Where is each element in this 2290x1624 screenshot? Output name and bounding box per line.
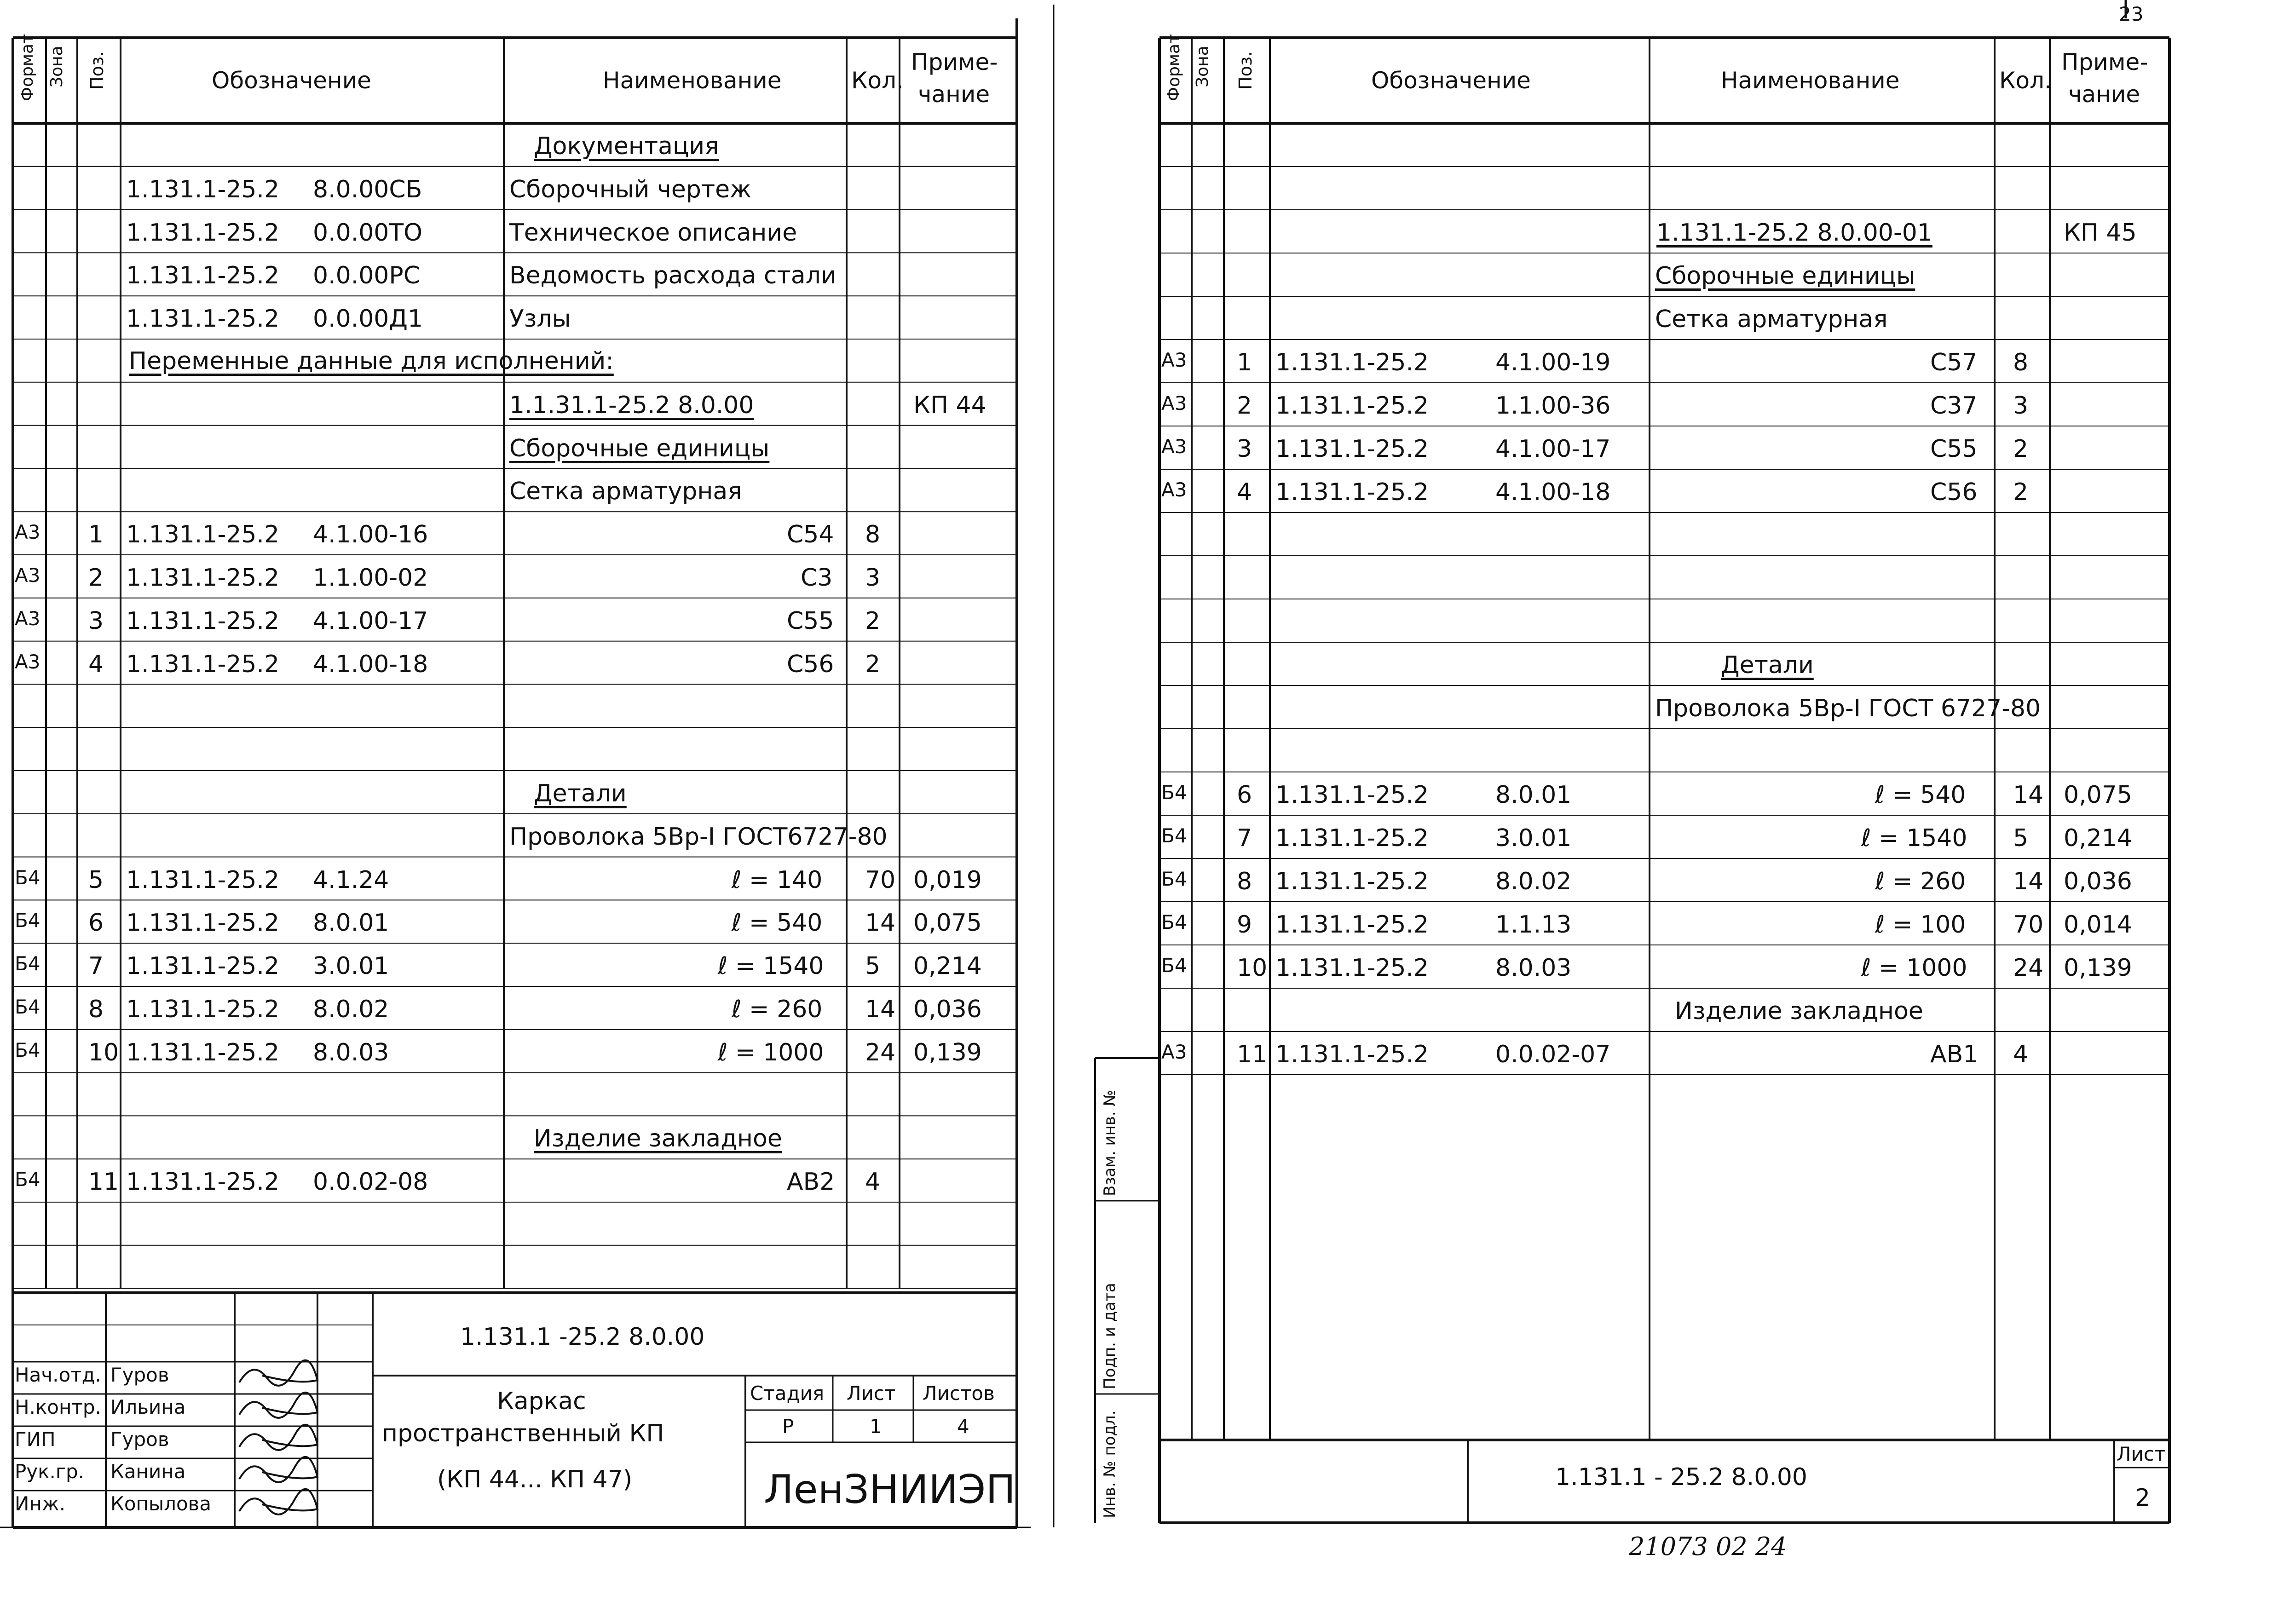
left-row-format: Б4: [15, 1168, 40, 1191]
side-label-sign-date: Подп. и дата: [1101, 1283, 1119, 1389]
right-sheet-number: 2: [2135, 1484, 2151, 1512]
right-row-pos: 10: [1237, 954, 1268, 982]
title-block-name: Копылова: [110, 1492, 212, 1515]
left-row-name: Проволока 5Вр-I ГОСТ6727-80: [509, 823, 888, 851]
left-row-name: Сборочный чертеж: [509, 175, 751, 203]
header-format: Формат: [1165, 34, 1183, 101]
signature-scribble: [239, 1457, 317, 1482]
left-row-format: А3: [15, 607, 40, 630]
left-row-designation-suffix: 0.0.02-08: [313, 1168, 428, 1196]
left-row-designation-suffix: 4.1.00-17: [313, 607, 428, 635]
right-row-pos: 2: [1237, 392, 1252, 420]
left-row-name: Ведомость расхода стали: [509, 262, 836, 290]
left-row-pos: 4: [88, 650, 104, 678]
left-row-pos: 7: [88, 952, 104, 980]
left-row-qty: 5: [865, 952, 881, 980]
right-row-pos: 11: [1237, 1041, 1268, 1068]
right-row-pos: 4: [1237, 478, 1252, 506]
title-block-role: Рук.гр.: [15, 1460, 84, 1483]
right-row-name: Изделие закладное: [1675, 997, 1923, 1025]
page-number: 23: [2119, 3, 2144, 25]
title-block-sheets-label: Листов: [923, 1382, 995, 1405]
title-block-name: Ильина: [110, 1396, 186, 1418]
right-row-name: С55: [1930, 435, 1978, 463]
left-row-name: Детали: [534, 780, 627, 807]
right-row-designation-suffix: 8.0.02: [1495, 868, 1572, 895]
left-row-pos: 1: [88, 521, 104, 549]
left-row-designation: 1.131.1-25.2: [126, 909, 280, 937]
right-row-note: КП 45: [2064, 219, 2137, 247]
header-name: Наименование: [1721, 67, 1900, 94]
right-row-designation-suffix: 4.1.00-19: [1495, 349, 1611, 376]
left-row-note: КП 44: [913, 391, 986, 419]
variable-data-heading: Переменные данные для исполнений:: [129, 347, 614, 375]
left-row-name: ℓ = 1540: [718, 952, 824, 980]
right-row-designation-suffix: 1.1.13: [1495, 911, 1572, 939]
left-row-designation-suffix: 4.1.00-18: [313, 650, 428, 678]
right-row-name: ℓ = 1540: [1861, 824, 1967, 852]
left-row-name: Изделие закладное: [534, 1125, 782, 1153]
title-block-role: ГИП: [15, 1428, 56, 1451]
right-row-qty: 4: [2013, 1041, 2029, 1068]
left-row-designation: 1.131.1-25.2: [126, 219, 280, 247]
left-row-name: 1.1.31.1-25.2 8.0.00: [509, 391, 754, 419]
left-row-designation-suffix: 0.0.00РС: [313, 262, 421, 290]
left-row-name: АВ2: [787, 1168, 835, 1196]
right-row-name: С56: [1930, 478, 1978, 506]
right-row-name: С57: [1930, 349, 1978, 376]
right-row-qty: 70: [2013, 911, 2044, 939]
right-row-designation: 1.131.1-25.2: [1275, 911, 1429, 939]
left-row-pos: 10: [88, 1038, 119, 1066]
left-row-qty: 4: [865, 1168, 881, 1196]
left-row-name: Техническое описание: [509, 219, 797, 247]
footer-number: 21073 02 24: [1629, 1532, 1787, 1561]
left-row-designation-suffix: 8.0.03: [313, 1038, 389, 1066]
left-row-name: Узлы: [509, 305, 571, 333]
right-row-pos: 8: [1237, 868, 1252, 895]
title-block-sheets: 4: [957, 1415, 969, 1438]
title-block-title-3: (КП 44... КП 47): [437, 1466, 633, 1493]
left-row-note: 0,075: [913, 909, 982, 937]
left-row-qty: 3: [865, 564, 881, 592]
left-row-note: 0,139: [913, 1038, 982, 1066]
title-block-role: Нач.отд.: [15, 1364, 102, 1386]
left-row-name: С56: [787, 650, 834, 678]
right-row-name: ℓ = 1000: [1861, 954, 1967, 982]
left-row-note: 0,019: [913, 866, 982, 894]
left-row-designation: 1.131.1-25.2: [126, 650, 280, 678]
left-row-format: Б4: [15, 1038, 40, 1061]
left-row-note: 0,036: [913, 996, 982, 1023]
left-row-designation-suffix: 3.0.01: [313, 952, 389, 980]
right-row-designation-suffix: 4.1.00-18: [1495, 478, 1611, 506]
right-row-name: Проволока 5Вр-I ГОСТ 6727-80: [1655, 695, 2041, 722]
left-row-qty: 2: [865, 650, 881, 678]
right-row-qty: 8: [2013, 349, 2029, 376]
title-block-stage: Р: [782, 1415, 794, 1438]
right-row-note: 0,139: [2064, 954, 2132, 982]
right-row-format: Б4: [1161, 781, 1187, 804]
header-zone: Зона: [47, 46, 66, 87]
right-row-designation-suffix: 8.0.03: [1495, 954, 1572, 982]
header-designation: Обозначение: [212, 67, 371, 94]
right-row-designation: 1.131.1-25.2: [1275, 392, 1429, 420]
left-row-format: А3: [15, 564, 40, 587]
left-row-pos: 5: [88, 866, 104, 894]
left-row-designation: 1.131.1-25.2: [126, 305, 280, 333]
right-row-format: Б4: [1161, 911, 1187, 933]
title-block-title-1: Каркас: [497, 1388, 586, 1415]
right-row-note: 0,075: [2064, 781, 2132, 809]
right-row-designation: 1.131.1-25.2: [1275, 954, 1429, 982]
title-block-name: Канина: [110, 1460, 186, 1483]
right-row-format: Б4: [1161, 868, 1187, 890]
title-block-name: Гуров: [110, 1428, 169, 1451]
left-row-designation: 1.131.1-25.2: [126, 1168, 280, 1196]
right-row-format: А3: [1161, 1041, 1187, 1063]
title-block-role: Инж.: [15, 1492, 66, 1515]
header-note-2: чание: [918, 81, 990, 108]
title-block-name: Гуров: [110, 1364, 169, 1386]
left-row-designation-suffix: 0.0.00Д1: [313, 305, 423, 333]
right-bottom-code: 1.131.1 - 25.2 8.0.00: [1555, 1463, 1808, 1491]
header-pos: Поз.: [87, 51, 107, 90]
right-row-designation-suffix: 8.0.01: [1495, 781, 1572, 809]
right-row-designation: 1.131.1-25.2: [1275, 824, 1429, 852]
left-row-designation: 1.131.1-25.2: [126, 866, 280, 894]
right-row-qty: 24: [2013, 954, 2044, 982]
left-row-qty: 24: [865, 1038, 896, 1066]
right-row-pos: 1: [1237, 349, 1252, 376]
left-row-designation: 1.131.1-25.2: [126, 175, 280, 203]
left-row-designation: 1.131.1-25.2: [126, 952, 280, 980]
left-row-name: Документация: [534, 132, 719, 160]
right-row-designation-suffix: 4.1.00-17: [1495, 435, 1611, 463]
signature-scribble: [239, 1393, 317, 1418]
left-row-name: С54: [787, 521, 834, 549]
right-row-format: А3: [1161, 349, 1187, 371]
right-row-qty: 2: [2013, 478, 2029, 506]
right-row-name: Сборочные единицы: [1655, 262, 1915, 290]
left-row-qty: 14: [865, 996, 896, 1023]
side-label-inv-original: Инв. № подл.: [1101, 1410, 1119, 1518]
right-row-name: АВ1: [1930, 1041, 1979, 1068]
right-row-format: А3: [1161, 435, 1187, 458]
left-row-name: С55: [787, 607, 834, 635]
left-row-pos: 6: [88, 909, 104, 937]
header-name: Наименование: [603, 67, 782, 94]
title-block-sheet: 1: [870, 1415, 882, 1438]
header-note-1: Приме-: [911, 49, 998, 75]
left-row-pos: 8: [88, 996, 104, 1023]
right-row-format: Б4: [1161, 824, 1187, 847]
title-block-role: Н.контр.: [15, 1396, 101, 1418]
left-row-designation: 1.131.1-25.2: [126, 521, 280, 549]
right-row-name: Сетка арматурная: [1655, 305, 1888, 333]
left-row-designation: 1.131.1-25.2: [126, 607, 280, 635]
left-row-pos: 2: [88, 564, 104, 592]
right-row-qty: 14: [2013, 868, 2044, 895]
right-row-pos: 7: [1237, 824, 1252, 852]
left-row-designation-suffix: 8.0.02: [313, 996, 389, 1023]
left-row-designation-suffix: 4.1.24: [313, 866, 389, 894]
right-row-qty: 5: [2013, 824, 2029, 852]
header-qty: Кол.: [851, 67, 904, 94]
left-row-format: Б4: [15, 996, 40, 1018]
title-block-org: ЛенЗНИИЭП: [764, 1467, 1015, 1513]
right-row-qty: 14: [2013, 781, 2044, 809]
right-row-name: С37: [1930, 392, 1978, 420]
left-row-name: Сборочные единицы: [509, 434, 770, 462]
right-row-qty: 3: [2013, 392, 2029, 420]
left-row-designation: 1.131.1-25.2: [126, 1038, 280, 1066]
signature-scribble: [239, 1360, 317, 1386]
right-sheet-label: Лист: [2117, 1443, 2166, 1465]
left-row-name: Сетка арматурная: [509, 478, 742, 506]
right-row-name: ℓ = 260: [1875, 868, 1966, 895]
left-row-name: С3: [801, 564, 833, 592]
header-note-1: Приме-: [2061, 49, 2148, 75]
signature-scribble: [239, 1425, 317, 1450]
header-qty: Кол.: [1999, 67, 2052, 94]
right-row-designation: 1.131.1-25.2: [1275, 435, 1429, 463]
left-row-name: ℓ = 260: [732, 996, 823, 1023]
left-row-name: ℓ = 140: [732, 866, 823, 894]
header-zone: Зона: [1193, 46, 1212, 87]
left-row-format: Б4: [15, 866, 40, 889]
right-row-pos: 3: [1237, 435, 1252, 463]
left-row-qty: 2: [865, 607, 881, 635]
header-designation: Обозначение: [1371, 67, 1531, 94]
right-row-designation: 1.131.1-25.2: [1275, 1041, 1429, 1068]
left-row-format: Б4: [15, 909, 40, 932]
title-block-stage-label: Стадия: [750, 1382, 825, 1405]
left-row-format: Б4: [15, 952, 40, 975]
left-row-note: 0,214: [913, 952, 982, 980]
right-row-format: А3: [1161, 392, 1187, 415]
left-row-designation-suffix: 8.0.00СБ: [313, 175, 422, 203]
side-label-replace-inv: Взам. инв. №: [1101, 1090, 1119, 1196]
header-note-2: чание: [2068, 81, 2140, 108]
right-row-name: ℓ = 100: [1875, 911, 1966, 939]
title-block-title-2: пространственный КП: [382, 1420, 664, 1447]
right-row-qty: 2: [2013, 435, 2029, 463]
left-row-format: А3: [15, 521, 40, 544]
right-row-name: 1.131.1-25.2 8.0.00-01: [1656, 219, 1932, 247]
right-row-designation: 1.131.1-25.2: [1275, 868, 1429, 895]
left-row-designation-suffix: 4.1.00-16: [313, 521, 428, 549]
right-row-designation: 1.131.1-25.2: [1275, 781, 1429, 809]
right-row-designation-suffix: 1.1.00-36: [1495, 392, 1611, 420]
title-block-doc-code: 1.131.1 -25.2 8.0.00: [460, 1323, 705, 1351]
right-row-designation: 1.131.1-25.2: [1275, 349, 1429, 376]
right-row-note: 0,014: [2064, 911, 2132, 939]
right-row-designation-suffix: 0.0.02-07: [1495, 1041, 1611, 1068]
left-row-name: ℓ = 1000: [718, 1038, 824, 1066]
right-row-note: 0,036: [2064, 868, 2132, 895]
right-row-name: ℓ = 540: [1875, 781, 1966, 809]
left-row-name: ℓ = 540: [732, 909, 823, 937]
right-row-pos: 6: [1237, 781, 1252, 809]
left-row-designation-suffix: 0.0.00ТО: [313, 219, 423, 247]
right-row-pos: 9: [1237, 911, 1252, 939]
left-row-designation: 1.131.1-25.2: [126, 564, 280, 592]
right-row-format: А3: [1161, 478, 1187, 501]
left-row-qty: 8: [865, 521, 881, 549]
right-row-designation-suffix: 3.0.01: [1495, 824, 1572, 852]
signature-scribble: [239, 1489, 317, 1515]
left-row-designation: 1.131.1-25.2: [126, 996, 280, 1023]
left-row-qty: 70: [865, 866, 896, 894]
title-block-sheet-label: Лист: [847, 1382, 896, 1405]
left-row-pos: 11: [88, 1168, 119, 1196]
left-row-designation: 1.131.1-25.2: [126, 262, 280, 290]
left-row-format: А3: [15, 650, 40, 673]
right-row-designation: 1.131.1-25.2: [1275, 478, 1429, 506]
left-row-qty: 14: [865, 909, 896, 937]
header-pos: Поз.: [1235, 51, 1256, 90]
left-row-designation-suffix: 1.1.00-02: [313, 564, 428, 592]
right-row-name: Детали: [1721, 651, 1814, 679]
right-row-format: Б4: [1161, 954, 1187, 977]
header-format: Формат: [18, 34, 37, 101]
right-row-note: 0,214: [2064, 824, 2132, 852]
left-row-pos: 3: [88, 607, 104, 635]
left-row-designation-suffix: 8.0.01: [313, 909, 389, 937]
